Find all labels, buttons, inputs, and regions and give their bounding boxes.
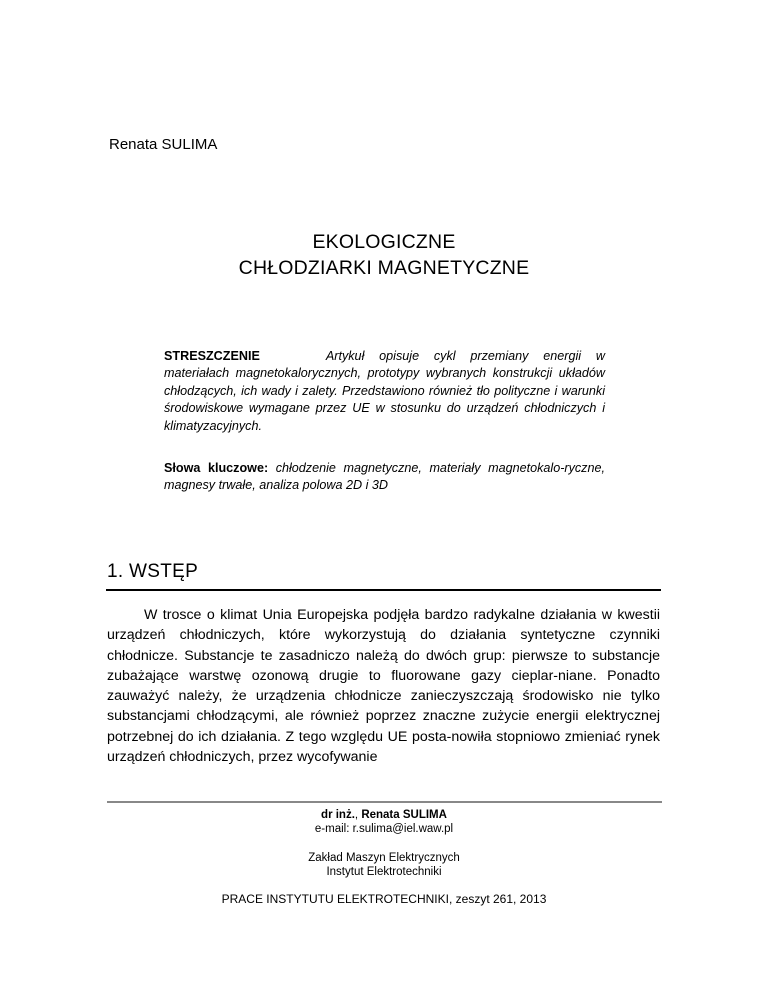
- intro-paragraph: W trosce o klimat Unia Europejska podjęła bardzo radykalne działania w kwestii urządzeń chłodniczych, które wykorzystują do działania syntetyczne czynniki chłodnicze. Substancje te zasadniczo należą do dwóch grup: pierwsze to substancje zubażające warstwę ozonową drugie to fluorowane gazy cieplar-niane. Ponadto zauważyć należy, że urządzenia chłodnicze zanieczyszczają środowisko nie tylko substancjami chłodzącymi, ale również poprzez znaczne zużycie energii elektrycznej potrzebnej do ich działania. Z tego względu UE posta-nowiła stopniowo zmieniać rynek urządzeń chłodniczych, przez wycofywanie: [107, 607, 660, 766]
- keywords: [164, 460, 605, 495]
- footer-publication: PRACE INSTYTUTU ELEKTROTECHNIKI, zeszyt 261, 2013: [221, 892, 547, 906]
- section-heading: 1. WSTĘP: [107, 561, 199, 582]
- page-title-line-1: EKOLOGICZNE: [312, 231, 456, 253]
- page-title-line-2: CHŁODZIARKI MAGNETYCZNE: [238, 257, 530, 279]
- keywords-label: Słowa kluczowe:: [164, 461, 269, 475]
- footer-email: e-mail: r.sulima@iel.waw.pl: [314, 823, 454, 835]
- footer-author: dr inż., Renata SULIMA: [321, 809, 447, 821]
- footer-divider: [107, 801, 662, 803]
- abstract-text: Artykuł opisuje cykl przemiany energii w materiałach magnetokalorycznych, prototypy wybranych konstrukcji układów chłodzących, ich wady i zalety. Przedstawiono również tło polityczne i warunki środowiskowe wymagane przez UE w stosunku do urządzeń chłodniczych i klimatyzacyjnych.: [164, 349, 605, 433]
- keywords-text: chłodzenie magnetyczne, materiały magnetokalo-ryczne, magnesy trwałe, analiza polowa 2D i 3D: [164, 461, 605, 493]
- author-name: Renata SULIMA: [109, 136, 218, 153]
- abstract-label: STRESZCZENIE: [164, 349, 260, 363]
- footer-degree: dr inż.: [321, 809, 355, 821]
- section-divider: [106, 589, 661, 591]
- footer-institute: Instytut Elektrotechniki: [326, 866, 442, 878]
- footer-department: Zakład Maszyn Elektrycznych: [308, 852, 460, 864]
- footer-author-name: Renata SULIMA: [361, 809, 447, 821]
- abstract: [164, 348, 605, 435]
